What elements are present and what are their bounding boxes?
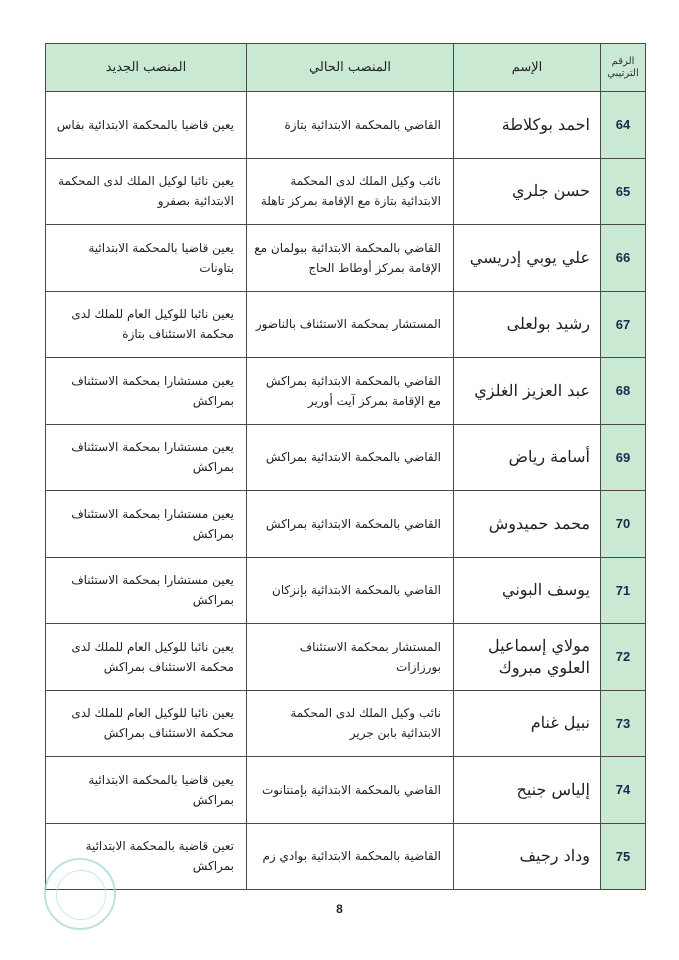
row-name: يوسف البوني [454, 557, 601, 624]
row-name: رشيد بولعلى [454, 291, 601, 358]
table-row [46, 757, 646, 824]
row-number: 69 [601, 424, 646, 491]
row-number: 67 [601, 291, 646, 358]
row-number: 64 [601, 92, 646, 159]
row-name: محمد حميدوش [454, 491, 601, 558]
row-new-position: يعين نائبا لوكيل الملك لدى المحكمة الابتدائية بصفرو [46, 158, 247, 225]
appointments-table [45, 43, 646, 890]
row-number: 68 [601, 358, 646, 425]
row-number: 65 [601, 158, 646, 225]
row-new-position: يعين مستشارا بمحكمة الاستئناف بمراكش [46, 491, 247, 558]
row-current-position: القاضي بالمحكمة الابتدائية بتازة [247, 92, 454, 159]
row-current-position: القاضية بالمحكمة الابتدائية بوادي زم [247, 823, 454, 890]
row-number: 75 [601, 823, 646, 890]
row-name: وداد رجيف [454, 823, 601, 890]
row-name: علي يوبي إدريسي [454, 225, 601, 292]
table-row [46, 291, 646, 358]
row-name: حسن جلري [454, 158, 601, 225]
table-row [46, 491, 646, 558]
row-number: 71 [601, 557, 646, 624]
row-new-position: يعين مستشارا بمحكمة الاستئناف بمراكش [46, 424, 247, 491]
header-number: الرقم الترتيبي [601, 44, 646, 92]
row-current-position: المستشار بمحكمة الاستئناف بورزازات [247, 624, 454, 691]
row-name: أسامة رياض [454, 424, 601, 491]
row-new-position: يعين قاضيا بالمحكمة الابتدائية بفاس [46, 92, 247, 159]
appointments-table-container [45, 43, 645, 890]
row-current-position: نائب وكيل الملك لدى المحكمة الابتدائية بابن جرير [247, 690, 454, 757]
table-header-row [46, 44, 646, 92]
table-row [46, 823, 646, 890]
header-name: الإسم [454, 44, 601, 92]
row-current-position: القاضي بالمحكمة الابتدائية بمراكش [247, 424, 454, 491]
table-row [46, 225, 646, 292]
row-current-position: القاضي بالمحكمة الابتدائية بمراكش [247, 491, 454, 558]
row-current-position: القاضي بالمحكمة الابتدائية ببولمان مع الإقامة بمركز أوطاط الحاج [247, 225, 454, 292]
row-current-position: القاضي بالمحكمة الابتدائية بإنزكان [247, 557, 454, 624]
row-number: 74 [601, 757, 646, 824]
row-number: 73 [601, 690, 646, 757]
table-row [46, 358, 646, 425]
row-number: 72 [601, 624, 646, 691]
row-name: عبد العزيز الغلزي [454, 358, 601, 425]
row-current-position: المستشار بمحكمة الاستئناف بالناضور [247, 291, 454, 358]
table-row [46, 158, 646, 225]
row-current-position: القاضي بالمحكمة الابتدائية بإمنتانوت [247, 757, 454, 824]
header-current-position: المنصب الحالي [247, 44, 454, 92]
table-row [46, 690, 646, 757]
table-row [46, 92, 646, 159]
row-new-position: يعين نائبا للوكيل العام للملك لدى محكمة الاستئناف بمراكش [46, 624, 247, 691]
row-name: إلياس جنيح [454, 757, 601, 824]
row-number: 66 [601, 225, 646, 292]
table-row [46, 624, 646, 691]
row-new-position: يعين نائبا للوكيل العام للملك لدى محكمة الاستئناف بتازة [46, 291, 247, 358]
row-current-position: القاضي بالمحكمة الابتدائية بمراكش مع الإقامة بمركز آيت أورير [247, 358, 454, 425]
row-name: مولاي إسماعيل العلوي مبروك [454, 624, 601, 691]
official-stamp [44, 858, 116, 930]
row-current-position: نائب وكيل الملك لدى المحكمة الابتدائية بتازة مع الإقامة بمركز تاهلة [247, 158, 454, 225]
table-row [46, 557, 646, 624]
row-new-position: يعين مستشارا بمحكمة الاستئناف بمراكش [46, 358, 247, 425]
row-new-position: يعين نائبا للوكيل العام للملك لدى محكمة الاستئناف بمراكش [46, 690, 247, 757]
row-name: احمد بوكلاطة [454, 92, 601, 159]
row-number: 70 [601, 491, 646, 558]
row-new-position: يعين مستشارا بمحكمة الاستئناف بمراكش [46, 557, 247, 624]
page-number: 8 [336, 902, 343, 916]
row-new-position: يعين قاضيا بالمحكمة الابتدائية بتاونات [46, 225, 247, 292]
header-new-position: المنصب الجديد [46, 44, 247, 92]
table-row [46, 424, 646, 491]
row-new-position: تعين قاضية بالمحكمة الابتدائية بمراكش [46, 823, 247, 890]
row-name: نبيل غنام [454, 690, 601, 757]
row-new-position: يعين قاضيا بالمحكمة الابتدائية بمراكش [46, 757, 247, 824]
